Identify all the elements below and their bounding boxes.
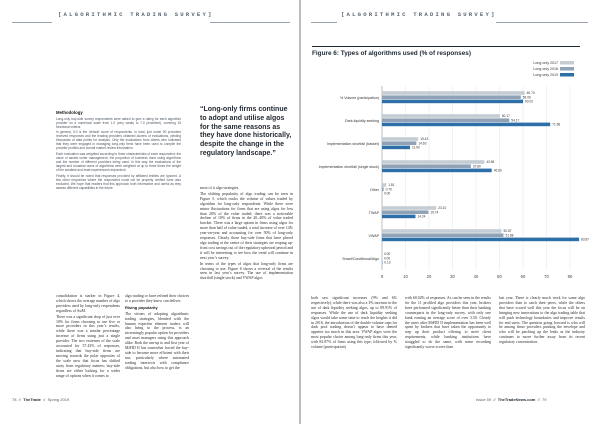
bar — [382, 146, 410, 150]
data-label: 23.10 — [438, 206, 447, 211]
x-tick-label: 10 — [403, 274, 408, 279]
page-number: 79 — [542, 397, 547, 402]
publication-website: TheTradeNews.com — [497, 397, 536, 402]
right-body-column-2 — [405, 296, 491, 351]
legend-label: Long only 2018 — [533, 67, 558, 71]
legend-label: Long only 2019 — [533, 73, 558, 77]
methodology-paragraph: In general, 5.0 is the ‘default’ score of respondents. In total, just under 90 providers received responses and the leading providers obtained dozens of evaluations, yielding thousands of data points for analysis. Only the evaluations from clients who indicated that they were engaged in managing long-only firms have been used to compile the provider profiles and overall market review information. — [56, 130, 181, 151]
figure-title: Figure 6: Types of algorithms used (% of responses) — [312, 50, 471, 57]
body-paragraph: algo trading or have refined their choices to a provider they know can deliver. — [125, 294, 189, 303]
x-tick-label: 30 — [450, 274, 455, 279]
body-paragraph: both saw significant increases (9% and 6% respectively), while there was also a 3% increase in the use of dark liquidity seeking algos, up to 89.91% of responses. While the use of dark liquidity seeking algos would take some time to reach the heights it did in 2016, the introduction of the double volume caps for dark pool trading doesn’t appear to have dented appetite too much in this area. VWAP algos were the most popular choice among long-only firms this year, with 83.87% of firms using this type, followed by % volume (participation) — [311, 296, 398, 350]
bar-chart-svg — [312, 60, 590, 292]
bar — [382, 95, 521, 99]
data-label: 15.43 — [420, 137, 429, 142]
data-label: 71.58 — [552, 122, 561, 127]
bar — [382, 100, 523, 104]
right-page-header: [ALGORITHMIC TRADING SURVEY] — [341, 11, 497, 18]
bar — [382, 233, 503, 237]
legend-swatch — [560, 61, 574, 65]
data-label: 46.69 — [493, 168, 502, 173]
bar — [382, 206, 436, 210]
data-label: 50.87 — [503, 229, 512, 234]
category-label: TWAP — [368, 211, 379, 215]
bar — [382, 118, 509, 122]
category-label: VWAP — [368, 234, 379, 238]
left-page — [0, 0, 299, 424]
data-label: 0.00 — [384, 191, 391, 196]
left-body-column-1 — [56, 294, 120, 379]
data-label: 43.55 — [486, 160, 495, 165]
x-tick-label: 50 — [497, 274, 502, 279]
page-number: 78 — [12, 397, 17, 402]
left-body-column-2 — [125, 294, 189, 372]
x-tick-label: 60 — [520, 274, 526, 279]
methodology-paragraph: Each evaluation was weighted according to three characteristics of each respondent: the value of assets under management, the proportion of business done using algorithms and the number of different providers being used. In this way the evaluations of the largest and broadest users of algorithms were weighted at up to three times the weight of the smallest and least experienced respondent. — [56, 151, 181, 173]
bar — [382, 238, 579, 242]
pull-quote: “Long-only firms continue to adopt and utilise algos for the same reasons as they have done historically, despite the change in the regulatory landscape.” — [200, 106, 292, 157]
body-paragraph: last year. There is clearly much work for some algo providers than to catch their peers, while the others that have scored well this year the focus will be on bringing new innovations to the algo trading table that will push technology boundaries and improve results for end users. The question going forward is who will be among those providers pushing the envelope and who will be patching up the leaks as the industry continues to move further away from its recent regulatory concentration. — [499, 296, 585, 345]
data-label: 0.70 — [385, 187, 392, 192]
bar — [382, 123, 550, 127]
left-footer: 78 // TheTrade // Spring 2019 — [12, 397, 70, 402]
body-paragraph: most of it algo strategies. — [200, 186, 240, 190]
publication-name: TheTrade — [23, 397, 41, 402]
bar — [382, 137, 418, 141]
data-label: 59.06 — [522, 95, 531, 100]
data-label: 60.70 — [526, 91, 535, 96]
issue-label: Spring 2019 — [47, 397, 70, 402]
methodology-paragraph: Long-only buy-side survey respondents were asked to give a rating for each algorithm provider on a numerical scale from 1.0 (very weak) to 7.0 (excellent), covering 15 functional criteria. — [56, 116, 181, 129]
data-label: 51.68 — [505, 233, 514, 238]
right-body-column-3 — [499, 296, 585, 346]
header-rule-right-a — [311, 22, 337, 23]
bar — [382, 160, 484, 164]
x-tick-label: 20 — [426, 274, 432, 279]
header-rule-left-b — [210, 22, 290, 23]
category-label: Smart/Conditional/Algo — [342, 257, 379, 261]
legend-label: Long only 2017 — [533, 61, 558, 65]
legend-swatch — [560, 73, 574, 77]
bar — [382, 183, 386, 187]
right-body-column-1 — [311, 296, 397, 351]
x-tick-label: 80 — [567, 274, 573, 279]
x-tick-label: 40 — [473, 274, 479, 279]
data-label: 1.81 — [388, 183, 395, 188]
bar — [382, 141, 416, 145]
body-paragraph: There was a significant drop of just over 10% for firms choosing to use five or more providers in this year’s results, while there was a similar percentage increase of firms using just a single provider. The two extremes of the scale accounted for 57.43% of responses, indicating that buy-side firms are moving towards the polar opposites of the scale now that focus has shifted away from regulatory matters; buy-side firms are either looking for a wider range of options when it comes to — [56, 314, 120, 378]
data-label: 37.80 — [472, 164, 481, 169]
data-label: 19.74 — [430, 210, 439, 215]
category-label: Other — [370, 188, 379, 192]
data-label: 11.90 — [411, 145, 420, 150]
section-subheading: Rising popularity — [125, 304, 158, 310]
left-page-header: [ALGORITHMIC TRADING SURVEY] — [58, 11, 214, 18]
category-label: Implementation shortfall (single stock) — [318, 165, 379, 169]
body-paragraph: The virtues of adopting algorithmic trading strategies, blended with the human expertise element traders will also bring to the process, is an increasingly popular option for providers and asset managers using this approach alike. Both the run-up to and first year of MiFID II has somewhat forced the buy-side to become more efficient with their use, particularly where automated trading intersects with compliance obligations, but also how to get the — [125, 311, 189, 370]
x-tick-label: 70 — [544, 274, 549, 279]
body-paragraph: with 60.02% of responses. As can be seen in the results for the 11 profiled algo providers this year, brokers have performed significantly better than their banking counterparts in the long-only survey, with only one bank earning an average score of over 5.50. Clearly the users after MiFID II implementation has been well spent by brokers that have taken the opportunity to step up their product offering to meet client requirements, while banking institutions have struggled to do the same, with some recording significantly worse scores than — [405, 296, 492, 350]
bar — [382, 210, 428, 214]
bar — [382, 114, 500, 118]
left-body-column-3 — [200, 186, 293, 282]
header-rule-right-b — [496, 22, 588, 23]
data-label: 14.63 — [418, 141, 427, 146]
data-label: 0.00 — [384, 252, 391, 257]
category-label: Implementation shortfall (basket) — [326, 142, 379, 146]
x-tick-label: 0 — [380, 274, 384, 279]
data-label: 54.17 — [511, 118, 520, 123]
bar — [382, 187, 384, 191]
bar — [382, 169, 492, 173]
data-label: 60.02 — [525, 99, 534, 104]
bar — [382, 164, 471, 168]
body-paragraph: consolidation is starker in Figure 4, which shows the average number of algo providers used by long-only respondents regardless of AuM. — [56, 294, 120, 313]
body-paragraph: The shifting popularity of algo trading can be seen in Figure 5, which tracks the volume of values traded by algorithm for long-only respondents. While there were minor fluctuations for firms that are using algos for less than 20% of the value traded, there was a noticeable decline of 10% of firms in the 20–40% of value traded bracket. There was a large upturn in firms using algos for more than half of value traded, a total increase of over 14% year-on-year and accounting for over 50% of long-only responses. Clearly those buy-side firms that have placed algo trading at the centre of their strategies are reaping up-front cost savings out of the regulatory upheaval period and it will be interesting to see how the trend will continue in next year’s survey. — [200, 191, 293, 260]
data-label: 83.87 — [581, 237, 590, 242]
figure-6-chart — [312, 60, 590, 292]
methodology-paragraph: Finally, it should be noted that responses provided by affiliated entities are ignored. A few other responses where the respondent could not be properly verified were also excluded. We hope that readers find this approach both informative and useful as they assess different capabilities in the future. — [56, 173, 181, 190]
category-label: % Volume (participation) — [340, 96, 379, 100]
bar — [382, 215, 415, 219]
header-rule-left-a — [12, 22, 52, 23]
methodology-box — [56, 110, 181, 292]
body-paragraph: In terms of the types of algos that long-only firms are choosing to use, Figure 6 shows a reversal of the results seen in last year’s survey. The use of implementation shortfall (single stock) and VWAP algos — [200, 261, 293, 281]
methodology-title: Methodology — [56, 110, 83, 115]
category-label: Dark liquidity seeking — [345, 119, 379, 123]
data-label: 0.13 — [384, 260, 391, 265]
bar — [382, 91, 525, 95]
figure-top-rule — [312, 46, 580, 47]
bar — [382, 229, 502, 233]
data-label: 0.00 — [384, 256, 391, 261]
issue-label: Issue 59 — [476, 397, 492, 402]
data-label: 50.17 — [501, 114, 510, 119]
right-footer: Issue 59 // TheTradeNews.com // 79 — [476, 397, 547, 402]
data-label: 14.24 — [417, 214, 426, 219]
legend-swatch — [560, 67, 574, 71]
